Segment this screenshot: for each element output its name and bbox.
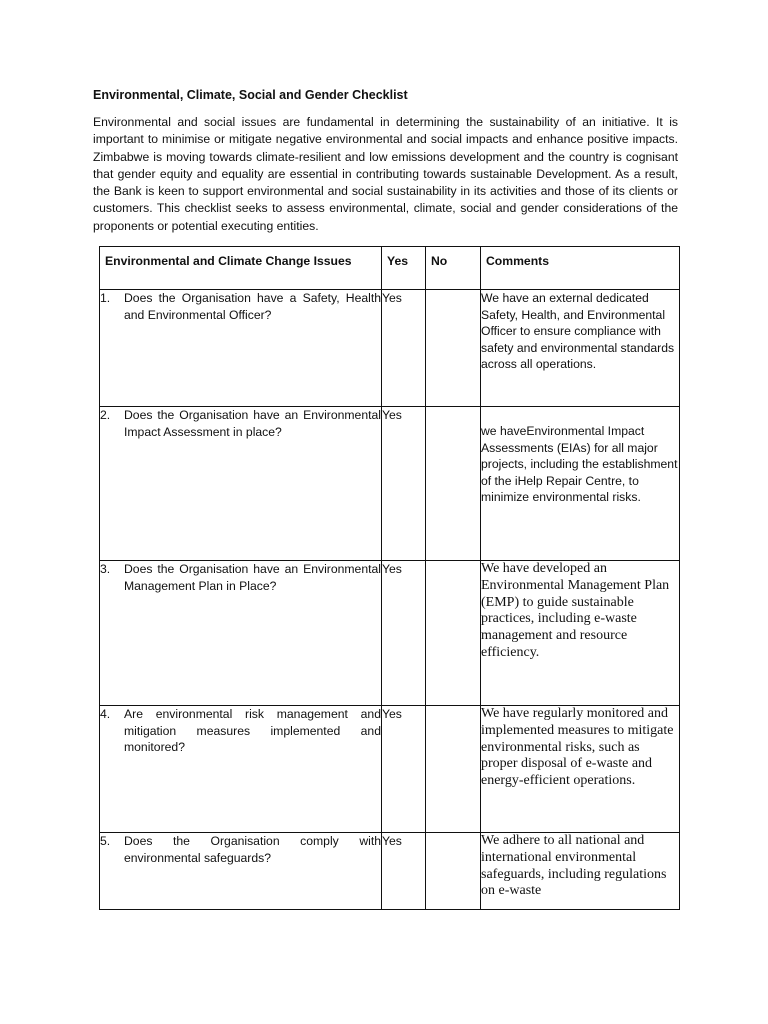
no-cell: [426, 833, 481, 910]
question-text: Does the Organisation have an Environmental Management Plan in Place?: [124, 562, 381, 593]
question-text: Does the Organisation comply with environmental safeguards?: [124, 834, 381, 865]
table-row: [100, 407, 680, 561]
table-row: [100, 833, 680, 910]
issue-cell: [100, 407, 382, 561]
document-body: [93, 86, 678, 235]
header-no: No: [426, 247, 481, 290]
yes-cell: Yes: [382, 407, 426, 561]
issue-cell: [100, 290, 382, 407]
question-text: Does the Organisation have a Safety, Health and Environmental Officer?: [124, 291, 381, 322]
no-cell: [426, 561, 481, 706]
comment-cell: We have regularly monitored and implemented measures to mitigate environmental risks, such as proper disposal of e-waste and energy-efficient operations.: [481, 706, 680, 833]
question-text: Are environmental risk management and mitigation measures implemented and monitored?: [124, 707, 381, 754]
comment-cell: We have an external dedicated Safety, Health, and Environmental Officer to ensure compliance with safety and environmental standards across all operations.: [481, 290, 680, 407]
item-number: 2.: [100, 408, 111, 422]
yes-cell: Yes: [382, 706, 426, 833]
header-comments: Comments: [481, 247, 680, 290]
no-cell: [426, 290, 481, 407]
issue-cell: [100, 833, 382, 910]
table-row: [100, 706, 680, 833]
header-yes: Yes: [382, 247, 426, 290]
no-cell: [426, 706, 481, 833]
no-cell: [426, 407, 481, 561]
table-row: [100, 290, 680, 407]
table-header-row: [100, 247, 680, 290]
item-number: 1.: [100, 291, 111, 305]
yes-cell: Yes: [382, 561, 426, 706]
checklist-table: [99, 246, 680, 910]
item-number: 5.: [100, 834, 111, 848]
item-number: 4.: [100, 707, 111, 721]
comment-cell: [481, 407, 680, 561]
issue-cell: [100, 561, 382, 706]
comment-text: we haveEnvironmental Impact Assessments (EIAs) for all major projects, including the establishment of the iHelp Repair Centre, to minimize environmental risks.: [481, 424, 678, 504]
yes-cell: Yes: [382, 290, 426, 407]
question-text: Does the Organisation have an Environmental Impact Assessment in place?: [124, 408, 381, 439]
yes-cell: Yes: [382, 833, 426, 910]
header-issue: Environmental and Climate Change Issues: [100, 247, 382, 290]
table-row: [100, 561, 680, 706]
intro-paragraph: Environmental and social issues are fundamental in determining the sustainability of an initiative. It is important to minimise or mitigate negative environmental and social impacts and enhance positive impacts. Zimbabwe is moving towards climate-resilient and low emissions development and the country is cognisant that gender equity and equality are essential in contributing towards sustainable Development. As a result, the Bank is keen to support environmental and social sustainability in its activities and those of its clients or customers. This checklist seeks to assess environmental, climate, social and gender considerations of the proponents or potential executing entities.: [93, 115, 678, 233]
comment-cell: We have developed an Environmental Management Plan (EMP) to guide sustainable practices, including e-waste management and resource efficiency.: [481, 561, 680, 706]
comment-spacer: [481, 407, 679, 423]
issue-cell: [100, 706, 382, 833]
comment-cell: We adhere to all national and international environmental safeguards, including regulations on e-waste: [481, 833, 680, 910]
document-title: Environmental, Climate, Social and Gender Checklist: [93, 88, 408, 102]
item-number: 3.: [100, 562, 111, 576]
